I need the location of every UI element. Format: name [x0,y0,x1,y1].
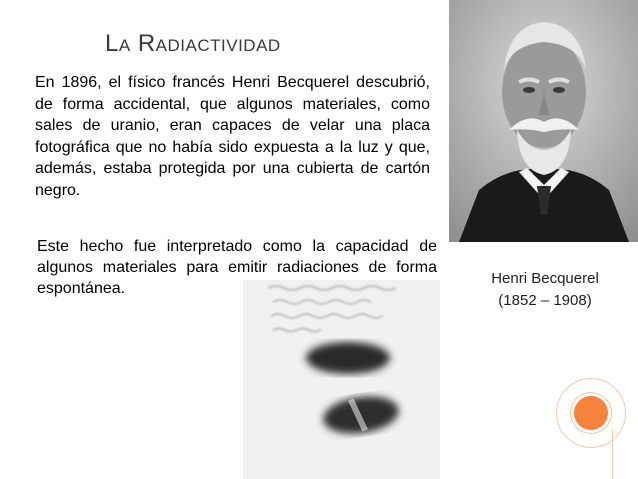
portrait-illustration [449,0,638,242]
caption-name: Henri Becquerel [491,270,599,287]
caption-years: (1852 – 1908) [498,292,592,309]
becquerel-portrait [449,0,638,242]
photographic-plate-image [243,280,440,479]
paragraph-discovery: En 1896, el físico francés Henri Becquerel descubrió, de forma accidental, que algunos materiales, como sales de uranio, eran capaces de velar una placa fotográfica que no había sido expuesta a la luz y que, además, estaba protegida por una cubierta de cartón negro. [35,74,430,199]
plate-illustration [243,280,440,479]
orange-circle-icon [571,393,611,433]
slide-title: La Radiactividad [105,30,281,57]
portrait-caption [470,268,620,312]
decorative-line [612,430,613,479]
paragraph-interpretation: Este hecho fue interpretado como la capacidad de algunos materiales para emitir radiaciones de forma espontánea. [37,238,437,297]
